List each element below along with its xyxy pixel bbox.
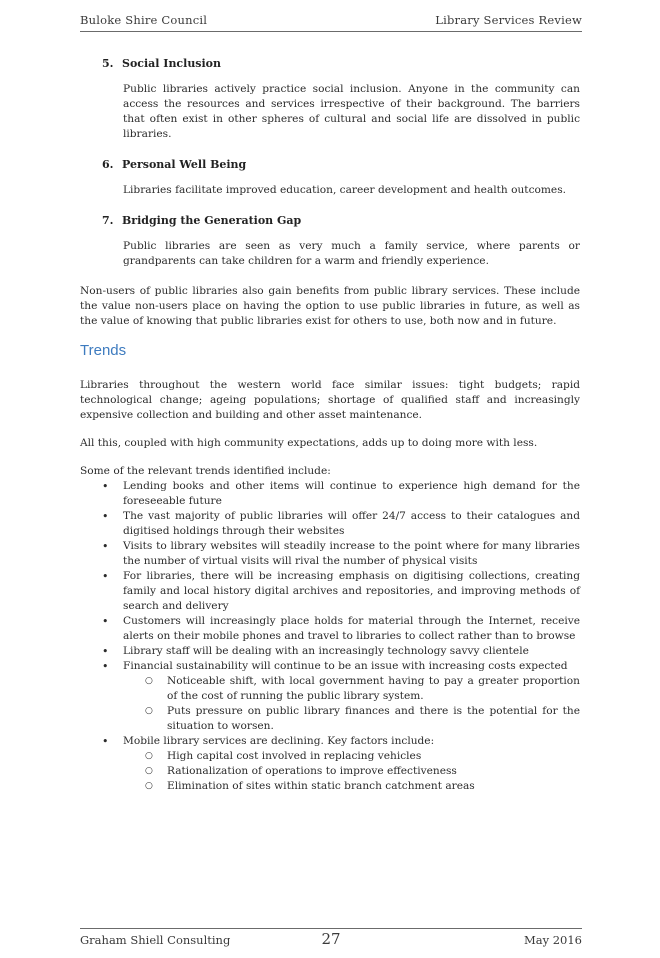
- list-item-text: Mobile library services are declining. Key factors include:: [123, 735, 435, 747]
- page-footer: [80, 928, 582, 951]
- section-number: 7.: [102, 214, 114, 227]
- list-item-text: Financial sustainability will continue to be an issue with increasing costs expected: [123, 660, 568, 672]
- sub-list-item-text: Puts pressure on public library finances and there is the potential for the situation to worsen.: [167, 705, 580, 732]
- trends-heading: Trends: [80, 342, 127, 359]
- sub-list: [123, 749, 580, 794]
- sub-list-item: [145, 749, 580, 764]
- list-item-text: Library staff will be dealing with an increasingly technology savvy clientele: [123, 645, 529, 657]
- list-item-text: For libraries, there will be increasing emphasis on digitising collections, creating family and local history digital archives and repositories, and improving methods of search and delivery: [123, 570, 580, 612]
- list-item-text: Customers will increasingly place holds for material through the Internet, receive alerts on their mobile phones and travel to libraries to collect rather than to browse: [123, 615, 580, 642]
- list-item: [102, 509, 580, 539]
- numbered-section: [80, 56, 580, 142]
- section-heading: [102, 213, 580, 228]
- list-item-text: Visits to library websites will steadily increase to the point where for many libraries the number of virtual visits will rival the number of physical visits: [123, 540, 580, 567]
- section-heading: [102, 56, 580, 71]
- numbered-section: [80, 213, 580, 269]
- bullet-icon: •: [102, 645, 109, 658]
- footer-author: Graham Shiell Consulting: [80, 933, 231, 947]
- footer-date: May 2016: [523, 933, 582, 947]
- sub-list-item: [145, 764, 580, 779]
- sub-list: [123, 674, 580, 734]
- section-text: Public libraries are seen as very much a family service, where parents or grandparents can take children for a warm and friendly experience.: [123, 240, 580, 267]
- bullet-icon: •: [102, 615, 109, 628]
- header-document-title: Library Services Review: [435, 13, 582, 27]
- circle-bullet-icon: ○: [145, 676, 153, 686]
- list-item: [102, 614, 580, 644]
- list-item: [102, 644, 580, 659]
- bullet-icon: •: [102, 480, 109, 493]
- list-item-text: The vast majority of public libraries will offer 24/7 access to their catalogues and digitised holdings through their websites: [123, 510, 580, 537]
- list-item-text: Lending books and other items will continue to experience high demand for the foreseeable future: [123, 480, 580, 507]
- non-users-paragraph: Non-users of public libraries also gain benefits from public library services. These include the value non-users place on having the option to use public libraries in future, as well as the value of knowing that public libraries exist for others to use, both now and in future.: [80, 285, 580, 327]
- section-text: Libraries facilitate improved education, career development and health outcomes.: [123, 184, 566, 196]
- page-body: [80, 56, 580, 794]
- list-item: [102, 479, 580, 509]
- bullet-icon: •: [102, 510, 109, 523]
- sub-list-item: [145, 674, 580, 704]
- numbered-section: [80, 157, 580, 198]
- sub-list-item: [145, 779, 580, 794]
- trends-summary: All this, coupled with high community expectations, adds up to doing more with less.: [80, 437, 538, 449]
- section-title: Personal Well Being: [122, 158, 247, 171]
- bullet-icon: •: [102, 735, 109, 748]
- header-organization: Buloke Shire Council: [80, 13, 208, 27]
- list-item: [102, 659, 580, 734]
- bullet-icon: •: [102, 570, 109, 583]
- list-item: [102, 569, 580, 614]
- list-item: [102, 539, 580, 569]
- circle-bullet-icon: ○: [145, 766, 153, 776]
- trends-paragraph: Libraries throughout the western world face similar issues: tight budgets; rapid technological change; ageing populations; shortage of qualified staff and increasingly expensive collection and building and other asset maintenance.: [80, 379, 580, 421]
- list-item: [102, 734, 580, 794]
- circle-bullet-icon: ○: [145, 781, 153, 791]
- circle-bullet-icon: ○: [145, 751, 153, 761]
- page-number: 27: [321, 930, 341, 948]
- sub-list-item-text: Rationalization of operations to improve effectiveness: [167, 765, 457, 777]
- trends-intro: Some of the relevant trends identified include:: [80, 465, 331, 477]
- section-text: Public libraries actively practice social inclusion. Anyone in the community can access the resources and services irrespective of their background. The barriers that often exist in other spheres of cultural and social life are dissolved in public libraries.: [123, 83, 580, 140]
- section-title: Social Inclusion: [122, 57, 222, 70]
- sub-list-item-text: Noticeable shift, with local government having to pay a greater proportion of the cost of running the public library system.: [167, 675, 580, 702]
- section-number: 5.: [102, 57, 114, 70]
- sub-list-item: [145, 704, 580, 734]
- section-heading: [102, 157, 580, 172]
- circle-bullet-icon: ○: [145, 706, 153, 716]
- bullet-icon: •: [102, 660, 109, 673]
- section-title: Bridging the Generation Gap: [122, 214, 302, 227]
- sub-list-item-text: Elimination of sites within static branch catchment areas: [167, 780, 475, 792]
- bullet-icon: •: [102, 540, 109, 553]
- page-header: [80, 11, 582, 32]
- sub-list-item-text: High capital cost involved in replacing vehicles: [167, 750, 422, 762]
- section-number: 6.: [102, 158, 114, 171]
- trends-list: [80, 479, 580, 794]
